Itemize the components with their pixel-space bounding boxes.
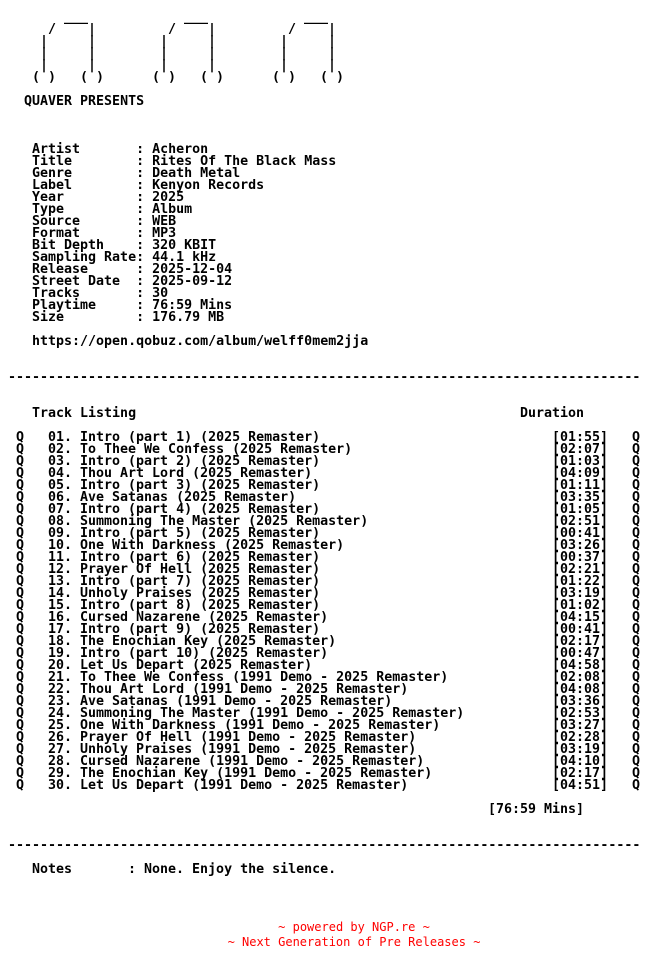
ascii-art-line: | | (24, 58, 97, 73)
track-title: Summoning The Master (1991 Demo - 2025 Remaster) (80, 706, 465, 721)
track-title: The Enochian Key (2025 Remaster) (80, 634, 337, 649)
quality-marker: Q (16, 490, 25, 505)
source-url[interactable]: https://open.qobuz.com/album/welff0mem2jja (32, 334, 369, 349)
track-duration: [00:41] (552, 622, 609, 637)
track-title: Let Us Depart (1991 Demo - 2025 Remaster) (80, 778, 409, 793)
metadata-colon: : (136, 190, 153, 205)
quality-marker: Q (16, 694, 25, 709)
quality-marker: Q (16, 538, 25, 553)
track-number: 14. (48, 586, 73, 601)
metadata-label: Street Date (32, 274, 137, 289)
track-number: 20. (48, 658, 73, 673)
track-duration: [02:21] (552, 562, 609, 577)
ascii-art-line: ___ (24, 10, 97, 25)
track-title: The Enochian Key (1991 Demo - 2025 Remaster) (80, 766, 433, 781)
quality-marker: Q (16, 634, 25, 649)
quality-marker: Q (632, 610, 641, 625)
music-note-art (24, 12, 104, 84)
metadata-label: Type (32, 202, 137, 217)
metadata-label: Format (32, 226, 137, 241)
quality-marker: Q (632, 562, 641, 577)
track-duration: [01:05] (552, 502, 609, 517)
quality-marker: Q (632, 682, 641, 697)
track-duration: [00:37] (552, 550, 609, 565)
track-duration: [03:35] (552, 490, 609, 505)
quality-marker: Q (16, 586, 25, 601)
track-number: 25. (48, 718, 73, 733)
quality-marker: Q (632, 586, 641, 601)
track-number: 21. (48, 670, 73, 685)
track-duration: [03:26] (552, 538, 609, 553)
track-number: 05. (48, 478, 73, 493)
quality-marker: Q (632, 742, 641, 757)
track-duration: [02:08] (552, 670, 609, 685)
metadata-label: Year (32, 190, 137, 205)
track-number: 24. (48, 706, 73, 721)
quality-marker: Q (632, 622, 641, 637)
track-listing-header: Track Listing (32, 406, 137, 421)
track-duration: [03:19] (552, 742, 609, 757)
ascii-art-line: | | (264, 34, 337, 49)
presents-title: QUAVER PRESENTS (24, 94, 145, 109)
track-duration: [04:10] (552, 754, 609, 769)
metadata-value: 44.1 kHz (152, 250, 217, 265)
track-number: 06. (48, 490, 73, 505)
metadata-colon: : (136, 262, 153, 277)
track-title: To Thee We Confess (2025 Remaster) (80, 442, 353, 457)
quality-marker: Q (632, 598, 641, 613)
metadata-value: Album (152, 202, 193, 217)
quality-marker: Q (16, 574, 25, 589)
metadata-label: Release (32, 262, 137, 277)
metadata-label: Size (32, 310, 137, 325)
metadata-label: Tracks (32, 286, 137, 301)
track-duration: [04:15] (552, 610, 609, 625)
track-number: 22. (48, 682, 73, 697)
metadata-value: MP3 (152, 226, 177, 241)
track-number: 30. (48, 778, 73, 793)
track-duration: [04:51] (552, 778, 609, 793)
track-duration: [02:17] (552, 634, 609, 649)
quality-marker: Q (16, 598, 25, 613)
metadata-label: Title (32, 154, 137, 169)
track-number: 18. (48, 634, 73, 649)
track-number: 27. (48, 742, 73, 757)
track-title: Intro (part 4) (2025 Remaster) (80, 502, 321, 517)
track-row (16, 780, 648, 792)
quality-marker: Q (16, 706, 25, 721)
track-duration: [04:09] (552, 466, 609, 481)
quality-marker: Q (632, 430, 641, 445)
metadata-label: Bit Depth (32, 238, 137, 253)
quality-marker: Q (16, 550, 25, 565)
track-duration: [02:28] (552, 730, 609, 745)
quality-marker: Q (16, 742, 25, 757)
track-number: 04. (48, 466, 73, 481)
quality-marker: Q (632, 646, 641, 661)
ascii-art-line: / | (24, 22, 97, 37)
track-title: Ave Satanas (1991 Demo - 2025 Remaster) (80, 694, 393, 709)
track-number: 02. (48, 442, 73, 457)
track-number: 07. (48, 502, 73, 517)
quality-marker: Q (16, 610, 25, 625)
ascii-art-line: ( ) ( ) (144, 70, 225, 85)
track-title: Intro (part 5) (2025 Remaster) (80, 526, 321, 541)
quality-marker: Q (632, 706, 641, 721)
ascii-art-line: ( ) ( ) (264, 70, 345, 85)
track-title: Intro (part 10) (2025 Remaster) (80, 646, 329, 661)
track-duration: [04:58] (552, 658, 609, 673)
music-note-art (144, 12, 224, 84)
metadata-row (32, 312, 336, 324)
quality-marker: Q (16, 682, 25, 697)
track-duration: [02:53] (552, 706, 609, 721)
ascii-art-line: / | (144, 22, 217, 37)
metadata-colon: : (136, 178, 153, 193)
metadata-label: Playtime (32, 298, 137, 313)
metadata-colon: : (136, 202, 153, 217)
quality-marker: Q (16, 646, 25, 661)
quality-marker: Q (632, 778, 641, 793)
track-title: Unholy Praises (1991 Demo - 2025 Remaster) (80, 742, 417, 757)
track-title: To Thee We Confess (1991 Demo - 2025 Remaster) (80, 670, 449, 685)
quality-marker: Q (632, 466, 641, 481)
quality-marker: Q (16, 454, 25, 469)
track-duration: [03:27] (552, 718, 609, 733)
quality-marker: Q (16, 730, 25, 745)
track-duration: [01:11] (552, 478, 609, 493)
track-number: 23. (48, 694, 73, 709)
track-title: One With Darkness (1991 Demo - 2025 Remaster) (80, 718, 441, 733)
quality-marker: Q (632, 718, 641, 733)
track-duration: [02:51] (552, 514, 609, 529)
track-title: Ave Satanas (2025 Remaster) (80, 490, 297, 505)
quality-marker: Q (632, 766, 641, 781)
metadata-label: Genre (32, 166, 137, 181)
track-duration: [01:02] (552, 598, 609, 613)
metadata-value: Death Metal (152, 166, 241, 181)
separator: ------------------------------------------------------------------------------- (8, 370, 641, 385)
metadata-colon: : (136, 142, 153, 157)
metadata-value: 30 (152, 286, 169, 301)
ascii-art-line: | | (144, 46, 217, 61)
track-title: Intro (part 8) (2025 Remaster) (80, 598, 321, 613)
track-title: Cursed Nazarene (2025 Remaster) (80, 610, 329, 625)
ascii-art-line: / | (264, 22, 337, 37)
metadata-colon: : (136, 310, 153, 325)
ascii-art-line: ( ) ( ) (24, 70, 105, 85)
ascii-art-line: ___ (264, 10, 337, 25)
track-number: 17. (48, 622, 73, 637)
quality-marker: Q (632, 538, 641, 553)
footer-tagline: ~ Next Generation of Pre Releases ~ (227, 935, 481, 949)
quality-marker: Q (632, 454, 641, 469)
metadata-colon: : (136, 250, 153, 265)
track-title: Cursed Nazarene (1991 Demo - 2025 Remaster) (80, 754, 425, 769)
metadata-colon: : (136, 226, 153, 241)
quality-marker: Q (16, 754, 25, 769)
quality-marker: Q (16, 442, 25, 457)
quality-marker: Q (16, 502, 25, 517)
separator: ------------------------------------------------------------------------------- (8, 838, 641, 853)
metadata-colon: : (136, 298, 153, 313)
track-duration: [01:55] (552, 430, 609, 445)
metadata-value: Acheron (152, 142, 209, 157)
metadata-colon: : (136, 166, 153, 181)
quality-marker: Q (632, 670, 641, 685)
metadata-value: 2025-12-04 (152, 262, 233, 277)
metadata-colon: : (136, 154, 153, 169)
track-number: 19. (48, 646, 73, 661)
track-number: 29. (48, 766, 73, 781)
ascii-art-line: | | (24, 34, 97, 49)
metadata-label: Sampling Rate (32, 250, 137, 265)
track-number: 12. (48, 562, 73, 577)
track-number: 16. (48, 610, 73, 625)
ascii-art-line: | | (264, 46, 337, 61)
notes-value: : None. Enjoy the silence. (128, 862, 337, 877)
metadata-value: WEB (152, 214, 177, 229)
quality-marker: Q (632, 442, 641, 457)
metadata-value: 2025 (152, 190, 185, 205)
quality-marker: Q (16, 718, 25, 733)
track-title: Let Us Depart (2025 Remaster) (80, 658, 313, 673)
track-number: 09. (48, 526, 73, 541)
quality-marker: Q (632, 550, 641, 565)
quality-marker: Q (16, 622, 25, 637)
quality-marker: Q (16, 466, 25, 481)
track-number: 03. (48, 454, 73, 469)
metadata-colon: : (136, 238, 153, 253)
quality-marker: Q (632, 574, 641, 589)
metadata-label: Label (32, 178, 137, 193)
quality-marker: Q (16, 526, 25, 541)
metadata-value: 320 KBIT (152, 238, 217, 253)
quality-marker: Q (632, 658, 641, 673)
quality-marker: Q (632, 490, 641, 505)
quality-marker: Q (632, 478, 641, 493)
quality-marker: Q (632, 754, 641, 769)
track-title: Intro (part 2) (2025 Remaster) (80, 454, 321, 469)
track-number: 11. (48, 550, 73, 565)
track-duration: [04:08] (552, 682, 609, 697)
quality-marker: Q (16, 658, 25, 673)
quality-marker: Q (16, 562, 25, 577)
track-number: 15. (48, 598, 73, 613)
quality-marker: Q (16, 670, 25, 685)
quality-marker: Q (632, 526, 641, 541)
track-title: Intro (part 3) (2025 Remaster) (80, 478, 321, 493)
metadata-value: 2025-09-12 (152, 274, 233, 289)
notes-label: Notes (32, 862, 73, 877)
track-duration: [01:03] (552, 454, 609, 469)
track-title: Prayer Of Hell (1991 Demo - 2025 Remaster) (80, 730, 417, 745)
quality-marker: Q (16, 430, 25, 445)
track-duration: [02:17] (552, 766, 609, 781)
track-list (16, 432, 648, 792)
track-title: Intro (part 9) (2025 Remaster) (80, 622, 321, 637)
track-number: 26. (48, 730, 73, 745)
track-number: 08. (48, 514, 73, 529)
track-title: Prayer Of Hell (2025 Remaster) (80, 562, 321, 577)
track-duration: [03:36] (552, 694, 609, 709)
duration-header: Duration (520, 406, 585, 421)
track-duration: [00:47] (552, 646, 609, 661)
music-note-art (264, 12, 344, 84)
quality-marker: Q (16, 478, 25, 493)
total-duration: [76:59 Mins] (488, 802, 585, 817)
metadata-label: Artist (32, 142, 137, 157)
quality-marker: Q (632, 514, 641, 529)
track-number: 10. (48, 538, 73, 553)
quality-marker: Q (632, 502, 641, 517)
ascii-art-line: | | (24, 46, 97, 61)
track-title: Summoning The Master (2025 Remaster) (80, 514, 369, 529)
track-title: Unholy Praises (2025 Remaster) (80, 586, 321, 601)
ascii-art-line: | | (144, 58, 217, 73)
track-number: 13. (48, 574, 73, 589)
track-title: Thou Art Lord (1991 Demo - 2025 Remaster) (80, 682, 409, 697)
ascii-art-line: | | (264, 58, 337, 73)
track-title: Intro (part 1) (2025 Remaster) (80, 430, 321, 445)
metadata-value: 76:59 Mins (152, 298, 233, 313)
track-duration: [00:41] (552, 526, 609, 541)
release-metadata (32, 144, 336, 324)
footer-powered-by: ~ powered by NGP.re ~ (278, 920, 430, 934)
track-title: Intro (part 6) (2025 Remaster) (80, 550, 321, 565)
track-title: One With Darkness (2025 Remaster) (80, 538, 345, 553)
track-duration: [02:07] (552, 442, 609, 457)
ascii-art-line: | | (144, 34, 217, 49)
track-duration: [03:19] (552, 586, 609, 601)
metadata-colon: : (136, 286, 153, 301)
track-title: Intro (part 7) (2025 Remaster) (80, 574, 321, 589)
metadata-colon: : (136, 214, 153, 229)
metadata-value: Rites Of The Black Mass (152, 154, 337, 169)
ascii-art-line: ___ (144, 10, 217, 25)
quality-marker: Q (16, 778, 25, 793)
track-title: Thou Art Lord (2025 Remaster) (80, 466, 313, 481)
quality-marker: Q (632, 634, 641, 649)
metadata-label: Source (32, 214, 137, 229)
metadata-colon: : (136, 274, 153, 289)
quality-marker: Q (16, 514, 25, 529)
metadata-value: 176.79 MB (152, 310, 225, 325)
track-number: 01. (48, 430, 73, 445)
track-duration: [01:22] (552, 574, 609, 589)
metadata-value: Kenyon Records (152, 178, 265, 193)
track-number: 28. (48, 754, 73, 769)
quality-marker: Q (632, 730, 641, 745)
quality-marker: Q (632, 694, 641, 709)
quality-marker: Q (16, 766, 25, 781)
